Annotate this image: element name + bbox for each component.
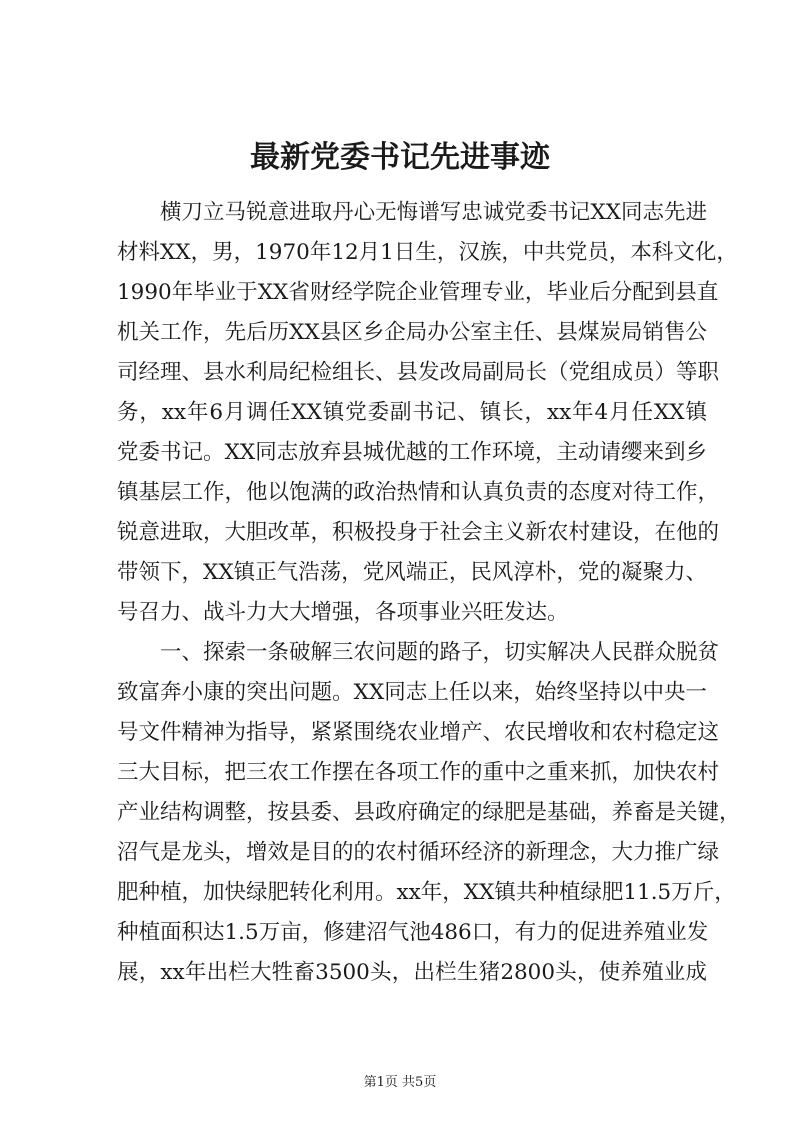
text-line: 1990年毕业于XX省财经学院企业管理专业，毕业后分配到县直 [117, 280, 719, 305]
text-line: 机关工作，先后历XX县区乡企局办公室主任、县煤炭局销售公 [117, 320, 707, 345]
text-line: 沼气是龙头，增效是目的的农村循环经济的新理念，大力推广绿 [117, 840, 720, 865]
document-body [117, 193, 741, 993]
text-line: 司经理、县水利局纪检组长、县发改局副局长（党组成员）等职 [117, 360, 720, 385]
paragraph-1 [117, 193, 738, 633]
text-line: 号文件精神为指导，紧紧围绕农业增产、农民增收和农村稳定这 [117, 720, 720, 745]
text-line: 展，xx年出栏大牲畜3500头，出栏生猪2800头，使养殖业成 [117, 960, 707, 985]
text-line: 带领下，XX镇正气浩荡，党风端正，民风淳朴，党的凝聚力、 [117, 560, 707, 585]
text-line: 一、探索一条破解三农问题的路子，切实解决人民群众脱贫 [160, 640, 720, 665]
text-line: 横刀立马锐意进取丹心无悔谱写忠诚党委书记XX同志先进 [160, 200, 707, 225]
text-line: 致富奔小康的突出问题。XX同志上任以来，始终坚持以中央一 [117, 680, 707, 705]
paragraph-2 [117, 633, 741, 993]
page-number-footer: 第1页 共5页 [363, 1075, 437, 1090]
text-line: 肥种植，加快绿肥转化利用。xx年，XX镇共种植绿肥11.5万斤， [117, 880, 736, 905]
text-line: 材料XX，男，1970年12月1日生，汉族，中共党员，本科文化， [117, 240, 738, 265]
document-title: 最新党委书记先进事迹 [250, 140, 550, 175]
text-line: 产业结构调整，按县委、县政府确定的绿肥是基础，养畜是关键， [117, 800, 741, 825]
text-line: 镇基层工作，他以饱满的政治热情和认真负责的态度对待工作， [117, 480, 720, 505]
text-line: 务，xx年6月调任XX镇党委副书记、镇长，xx年4月任XX镇 [117, 400, 707, 425]
text-line: 党委书记。XX同志放弃县城优越的工作环境，主动请缨来到乡 [117, 440, 707, 465]
text-line: 锐意进取，大胆改革，积极投身于社会主义新农村建设，在他的 [117, 520, 720, 545]
text-line: 号召力、战斗力大大增强，各项事业兴旺发达。 [117, 600, 569, 625]
text-line: 三大目标，把三农工作摆在各项工作的重中之重来抓，加快农村 [117, 760, 720, 785]
text-line: 种植面积达1.5万亩，修建沼气池486口，有力的促进养殖业发 [117, 920, 709, 945]
